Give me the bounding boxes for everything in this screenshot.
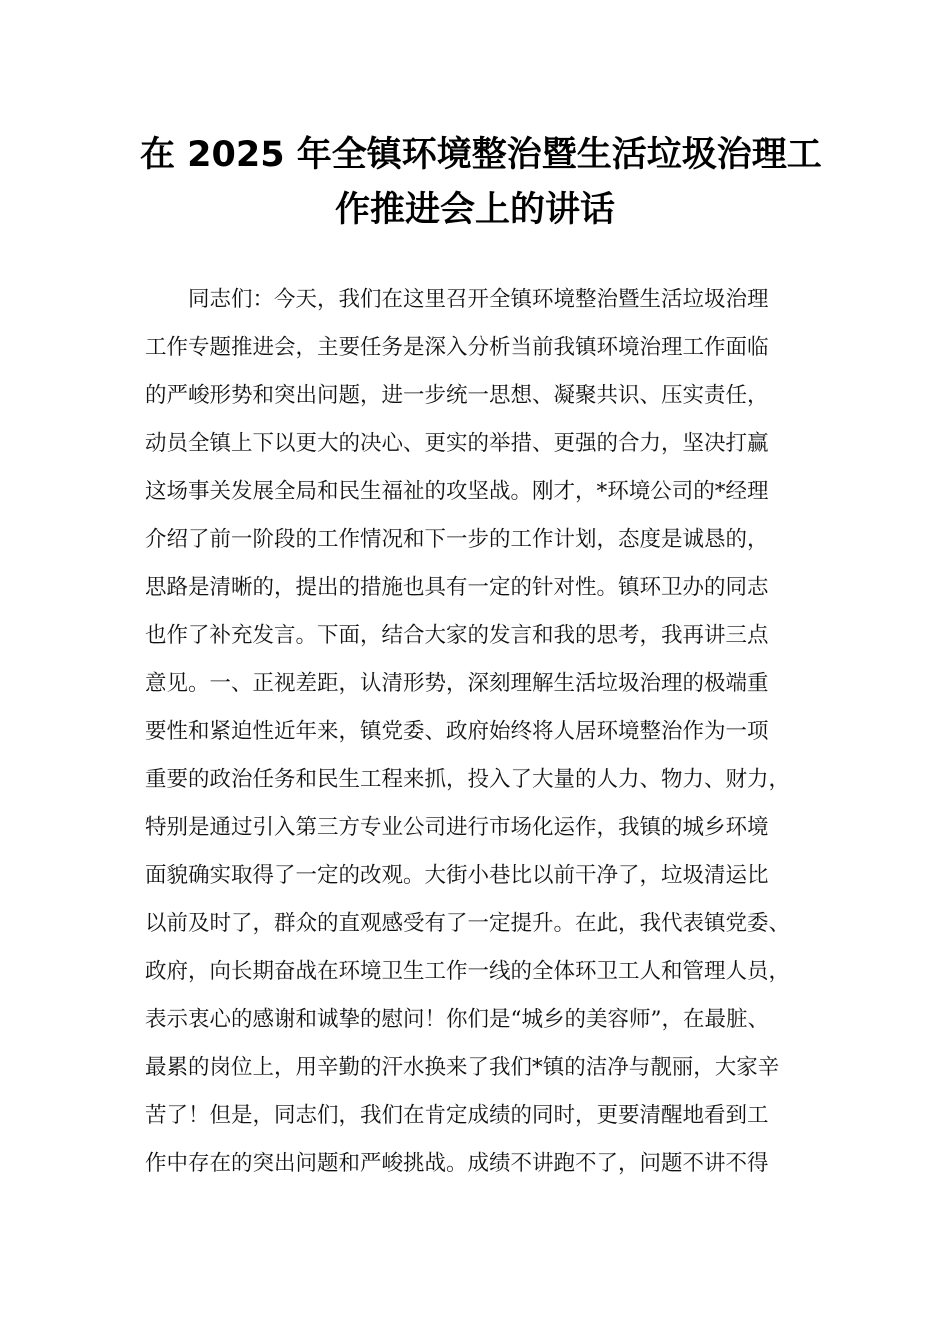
paragraph-line: 这场事关发展全局和民生福祉的攻坚战。刚才，*环境公司的*经理 — [145, 479, 769, 504]
paragraph-line: 重要的政治任务和民生工程来抓，投入了大量的人力、物力、财力， — [145, 767, 791, 792]
paragraph-line: 面貌确实取得了一定的改观。大街小巷比以前干净了，垃圾清运比 — [145, 863, 769, 888]
paragraph-line: 最累的岗位上，用辛勤的汗水换来了我们*镇的洁净与靓丽，大家辛 — [145, 1055, 780, 1080]
title-line: 在 2025 年全镇环境整治暨生活垃圾治理工 — [140, 135, 822, 175]
paragraph-line: 特别是通过引入第三方专业公司进行市场化运作，我镇的城乡环境 — [145, 815, 769, 840]
paragraph-line: 以前及时了，群众的直观感受有了一定提升。在此，我代表镇党委、 — [145, 911, 791, 936]
paragraph-line: 同志们：今天，我们在这里召开全镇环境整治暨生活垃圾治理 — [188, 287, 769, 312]
paragraph-line: 介绍了前一阶段的工作情况和下一步的工作计划，态度是诚恳的， — [145, 527, 769, 552]
speech-body — [145, 276, 815, 1188]
title-line: 作推进会上的讲话 — [334, 190, 615, 230]
paragraph-line: 动员全镇上下以更大的决心、更实的举措、更强的合力，坚决打赢 — [145, 431, 769, 456]
paragraph-line: 苦了！但是，同志们，我们在肯定成绩的同时，更要清醒地看到工 — [145, 1103, 769, 1128]
paragraph-line: 工作专题推进会，主要任务是深入分析当前我镇环境治理工作面临 — [145, 335, 769, 360]
paragraph-line: 作中存在的突出问题和严峻挑战。成绩不讲跑不了，问题不讲不得 — [145, 1151, 769, 1176]
paragraph-line: 表示衷心的感谢和诚挚的慰问！你们是“城乡的美容师”，在最脏、 — [145, 1007, 769, 1032]
paragraph-line: 意见。一、正视差距，认清形势，深刻理解生活垃圾治理的极端重 — [145, 671, 769, 696]
paragraph-line: 也作了补充发言。下面，结合大家的发言和我的思考，我再讲三点 — [145, 623, 769, 648]
paragraph-line: 的严峻形势和突出问题，进一步统一思想、凝聚共识、压实责任， — [145, 383, 769, 408]
document-title — [140, 128, 822, 238]
paragraph-line: 政府，向长期奋战在环境卫生工作一线的全体环卫工人和管理人员， — [145, 959, 791, 984]
paragraph-line: 思路是清晰的，提出的措施也具有一定的针对性。镇环卫办的同志 — [145, 575, 769, 600]
paragraph-line: 要性和紧迫性近年来，镇党委、政府始终将人居环境整治作为一项 — [145, 719, 769, 744]
